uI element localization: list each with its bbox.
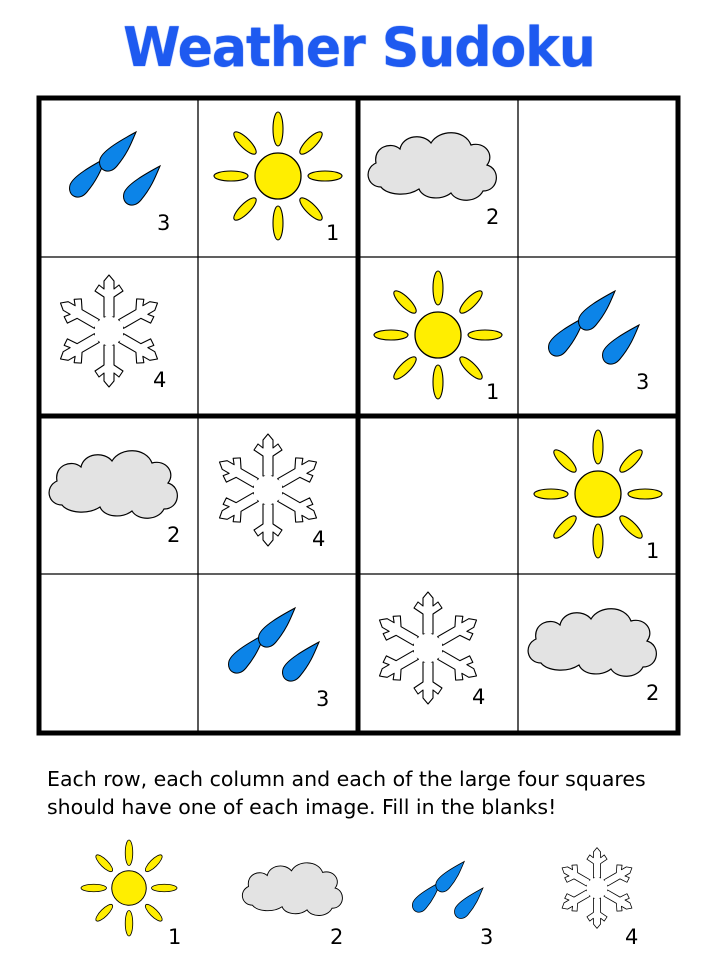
cell-number: 4	[472, 685, 486, 709]
cell-number: 3	[636, 370, 650, 394]
cloud-icon	[242, 863, 342, 916]
snowflake-icon	[557, 848, 637, 929]
grid-cell	[361, 577, 515, 730]
cell-number: 3	[316, 687, 330, 711]
cell-number: 4	[312, 527, 326, 551]
legend-item	[412, 861, 483, 918]
blank-cell-area[interactable]	[201, 260, 355, 413]
cell-number: 4	[153, 368, 167, 392]
legend-layer	[81, 840, 637, 936]
grid-cell	[42, 101, 195, 254]
cell-number: 2	[486, 205, 500, 229]
filled-cell-area	[201, 577, 355, 730]
legend-item	[242, 863, 342, 916]
cell-number: 2	[167, 523, 181, 547]
blank-cell-area[interactable]	[361, 419, 515, 571]
cell-number: 2	[646, 681, 660, 705]
filled-cell-area	[521, 260, 675, 413]
grid-cell	[521, 577, 675, 730]
legend-number: 2	[330, 925, 344, 949]
blank-cell-area[interactable]	[42, 577, 195, 730]
cell-number: 1	[646, 539, 660, 563]
grid-cell	[201, 419, 355, 571]
grid-cell	[361, 101, 515, 254]
legend-number: 3	[480, 925, 494, 949]
legend-item	[81, 840, 177, 936]
grid-cell[interactable]	[201, 260, 355, 413]
grid-cell[interactable]	[42, 577, 195, 730]
rain-icon	[412, 861, 483, 918]
cell-number: 3	[157, 211, 171, 235]
legend-number: 4	[625, 925, 639, 949]
grid-cell[interactable]	[361, 419, 515, 571]
sun-icon	[81, 840, 177, 936]
legend-item	[557, 848, 637, 929]
blank-cell-area[interactable]	[521, 101, 675, 254]
page-title: Weather Sudoku	[123, 16, 595, 80]
grid-cell	[521, 260, 675, 413]
grid-cell	[42, 419, 195, 571]
legend-number: 1	[168, 925, 182, 949]
grid-cell	[42, 260, 195, 413]
instructions: Each row, each column and each of the large four squares should have one of each image. Fill in the blanks!	[47, 767, 646, 819]
cell-number: 1	[326, 221, 340, 245]
grid-cell[interactable]	[521, 101, 675, 254]
cell-number: 1	[486, 380, 500, 404]
filled-cell-area	[42, 101, 195, 254]
grid-cell	[201, 577, 355, 730]
